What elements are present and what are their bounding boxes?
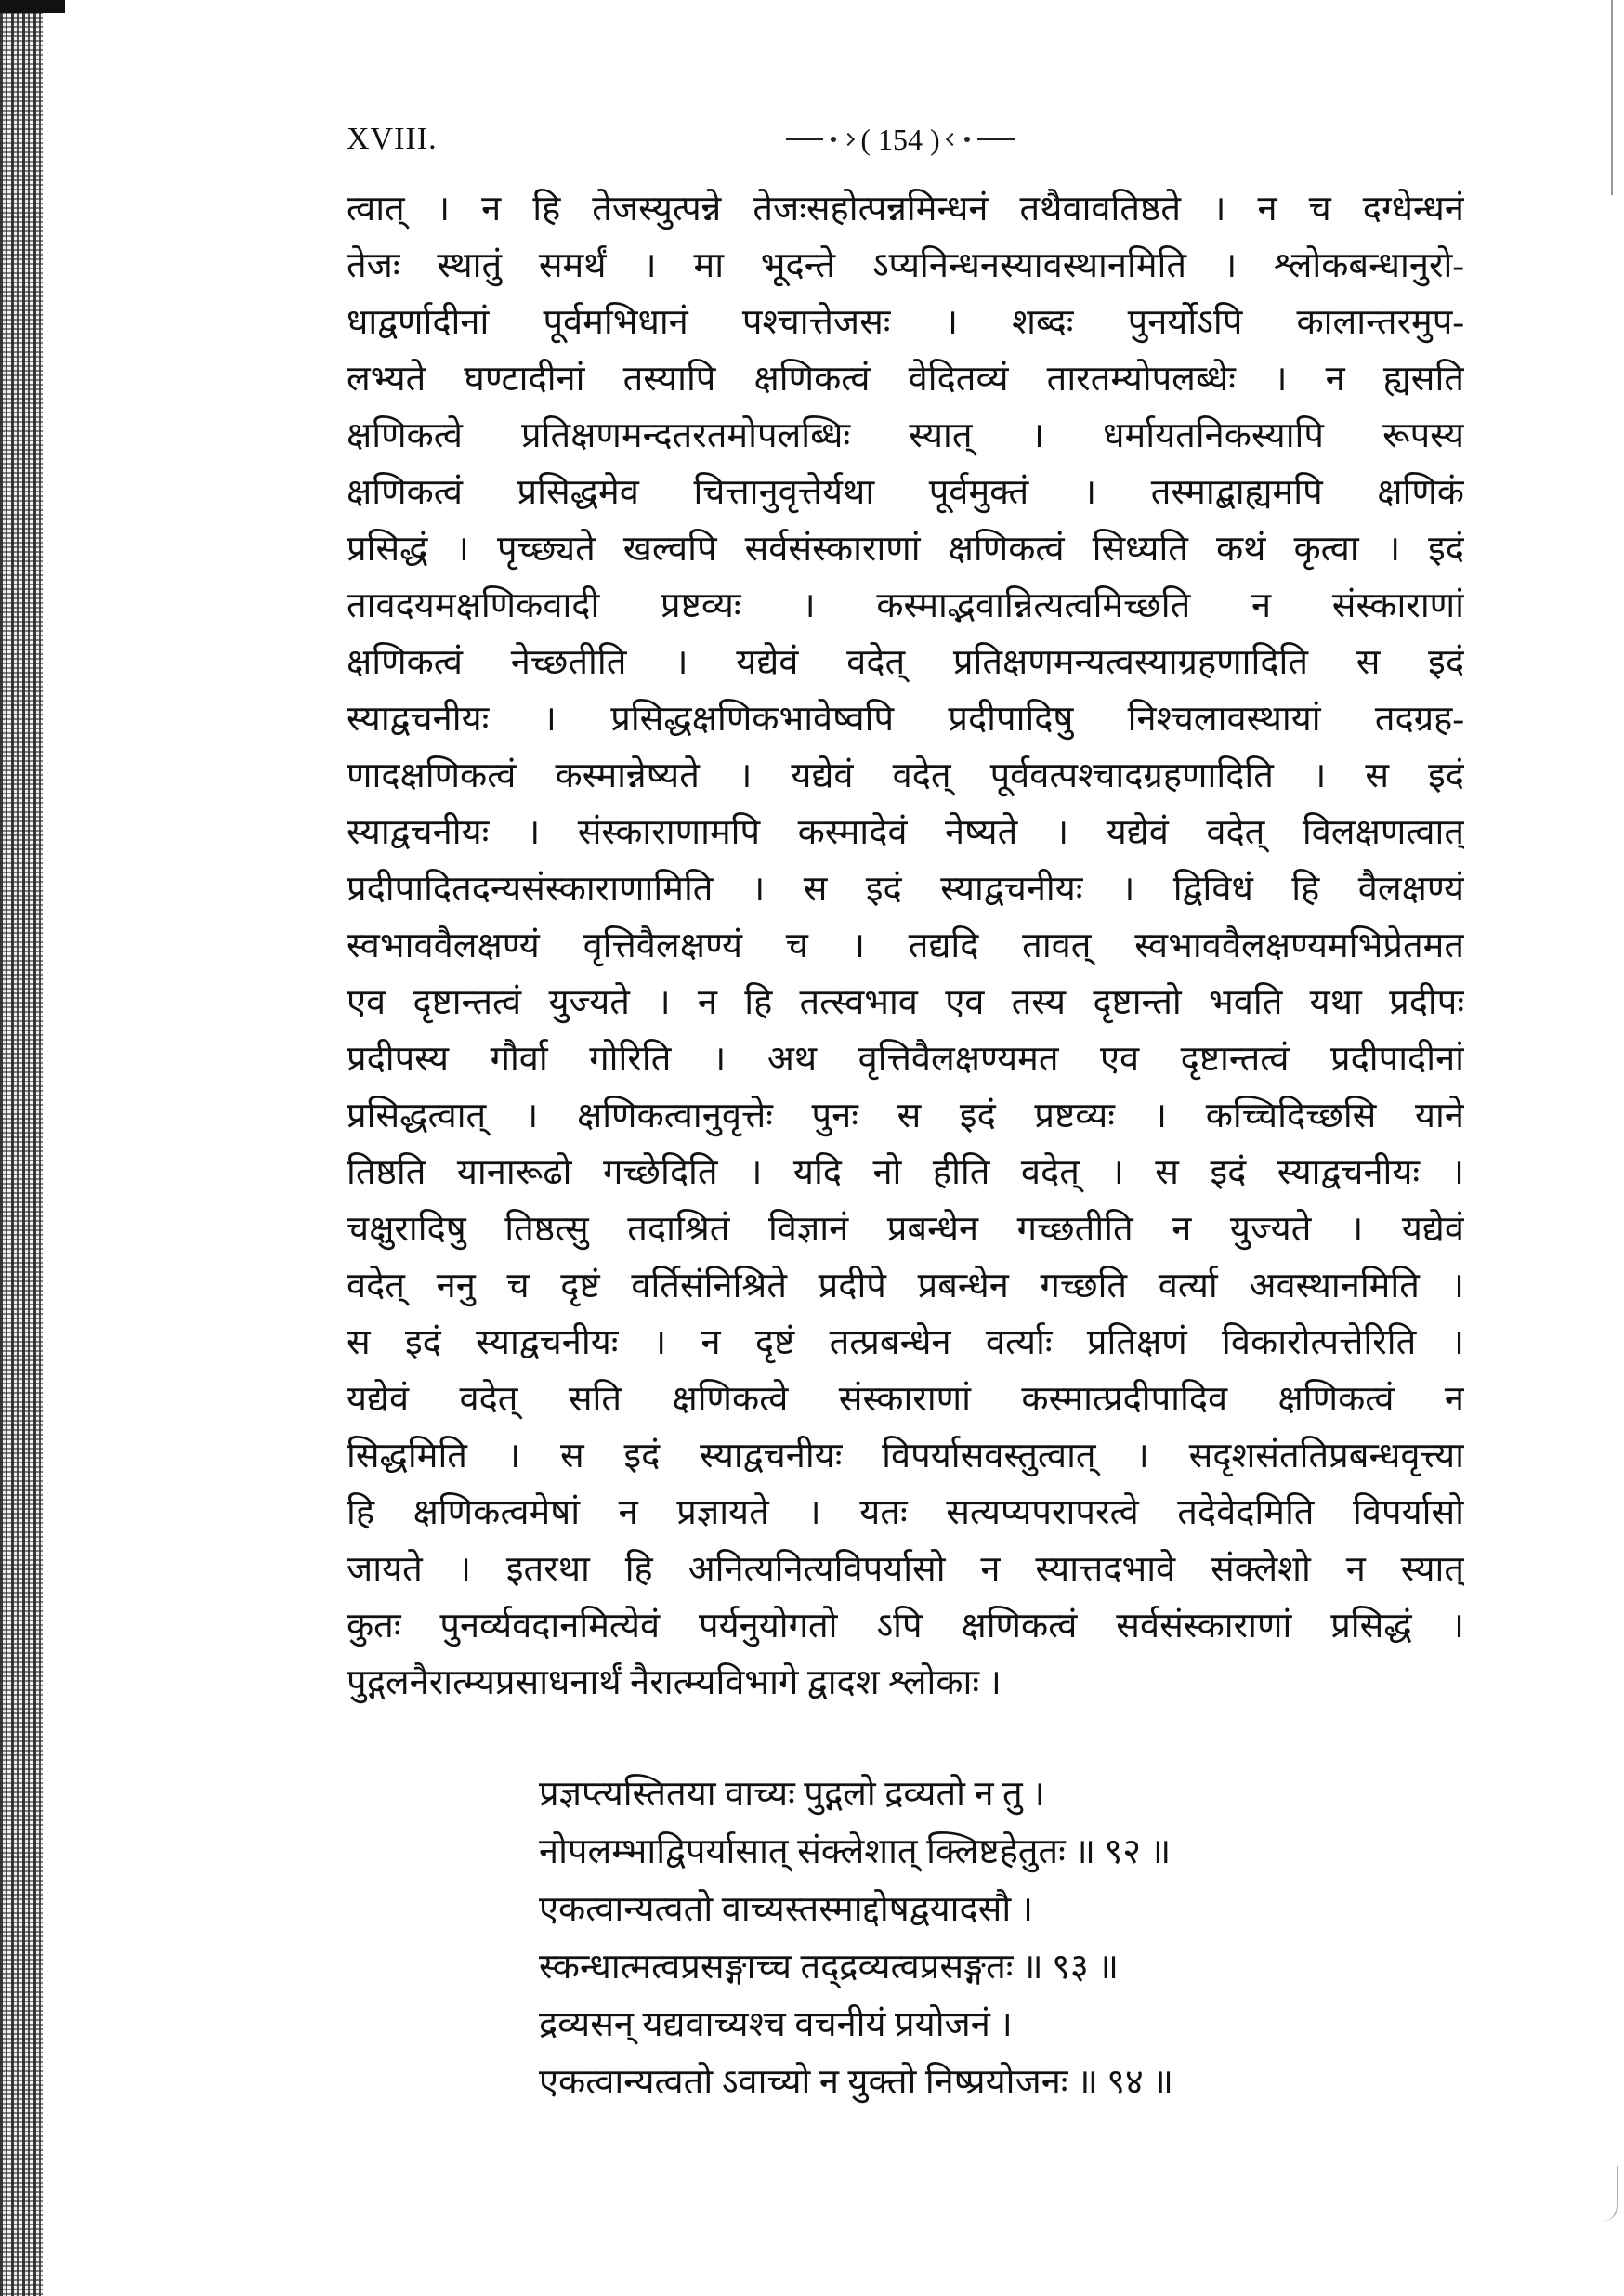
prose-line: स्याद्वचनीयः । संस्काराणामपि कस्मादेवं नेष्यते । यद्येवं वदेत् विलक्षणत्वात् bbox=[347, 813, 1464, 852]
prose-line: जायते । इतरथा हि अनित्यनित्यविपर्यासो न स्यात्तदभावे संक्लेशो न स्यात् bbox=[347, 1550, 1464, 1589]
verse-block bbox=[539, 1765, 1375, 2111]
section-number: XVIII. bbox=[347, 122, 438, 156]
prose-line: प्रसिद्धं । पृच्छ्यते खल्वपि सर्वसंस्काराणां क्षणिकत्वं सिध्यति कथं कृत्वा । इदं bbox=[347, 530, 1464, 569]
prose-line: प्रदीपस्य गौर्वा गोरिति । अथ वृत्तिवैलक्षण्यमत एव दृष्टान्तत्वं प्रदीपादीनां bbox=[347, 1040, 1464, 1079]
prose-line: क्षणिकत्वं नेच्छतीति । यद्येवं वदेत् प्रतिक्षणमन्यत्वस्याग्रहणादिति स इदं bbox=[347, 643, 1464, 682]
prose-line: तावदयमक्षणिकवादी प्रष्टव्यः । कस्माद्भवान्नित्यत्वमिच्छति न संस्काराणां bbox=[347, 586, 1464, 625]
prose-line: तेजः स्थातुं समर्थं । मा भूदन्ते ऽप्यनिन्धनस्यावस्थानमिति । श्लोकबन्धानुरो- bbox=[347, 246, 1464, 285]
prose-line: स इदं स्याद्वचनीयः । न दृष्टं तत्प्रबन्धेन वर्त्याः प्रतिक्षणं विकारोत्पत्तेरिति । bbox=[347, 1323, 1464, 1362]
page-number-block bbox=[758, 117, 1042, 162]
ornament-chevron-left bbox=[842, 133, 855, 146]
verse-line: एकत्वान्यत्वतो ऽवाच्यो न युक्तो निष्प्रयोजनः ॥ ९४ ॥ bbox=[539, 2063, 1174, 2102]
binding-edge-scan-shadow bbox=[0, 0, 43, 2296]
prose-line: त्वात् । न हि तेजस्युत्पन्ने तेजःसहोत्पन्नमिन्धनं तथैवावतिष्ठते । न च दग्धेन्धनं bbox=[347, 190, 1464, 229]
prose-line: स्याद्वचनीयः । प्रसिद्धक्षणिकभावेष्वपि प्रदीपादिषु निश्चलावस्थायां तदग्रह- bbox=[347, 700, 1464, 739]
prose-line: धाद्वर्णादीनां पूर्वमभिधानं पश्चात्तेजसः । शब्दः पुनर्योऽपि कालान्तरमुप- bbox=[347, 303, 1464, 342]
ornament-dash-right bbox=[977, 138, 1015, 140]
verse-line: एकत्वान्यत्वतो वाच्यस्तस्माद्दोषद्वयादसौ । bbox=[539, 1890, 1034, 1929]
page-number: ( 154 ) bbox=[860, 123, 940, 156]
prose-line: कुतः पुनर्व्यवदानमित्येवं पर्यनुयोगतो ऽपि क्षणिकत्वं सर्वसंस्काराणां प्रसिद्धं । bbox=[347, 1607, 1464, 1646]
prose-line: यद्येवं वदेत् सति क्षणिकत्वे संस्काराणां कस्मात्प्रदीपादिव क्षणिकत्वं न bbox=[347, 1380, 1464, 1419]
prose-line: प्रसिद्धत्वात् । क्षणिकत्वानुवृत्तेः पुनः स इदं प्रष्टव्यः । कच्चिदिच्छसि याने bbox=[347, 1096, 1464, 1135]
prose-line: सिद्धमिति । स इदं स्याद्वचनीयः विपर्यासवस्तुत्वात् । सदृशसंततिप्रबन्धवृत्त्या bbox=[347, 1437, 1464, 1476]
prose-line: स्वभाववैलक्षण्यं वृत्तिवैलक्षण्यं च । तद्यदि तावत् स्वभाववैलक्षण्यमभिप्रेतमत bbox=[347, 926, 1464, 965]
ornament-dot-right bbox=[964, 137, 970, 142]
page-header bbox=[347, 117, 1464, 162]
binding-corner-shadow bbox=[0, 0, 65, 13]
verse-line: प्रज्ञप्त्यस्तितया वाच्यः पुद्गलो द्रव्यतो न तु । bbox=[539, 1775, 1045, 1814]
ornament-chevron-right bbox=[946, 133, 959, 146]
prose-line: हि क्षणिकत्वमेषां न प्रज्ञायते । यतः सत्यप्यपरापरत्वे तदेवेदमिति विपर्यासो bbox=[347, 1493, 1464, 1532]
prose-line: चक्षुरादिषु तिष्ठत्सु तदाश्रितं विज्ञानं प्रबन्धेन गच्छतीति न युज्यते । यद्येवं bbox=[347, 1210, 1464, 1249]
prose-line: क्षणिकत्वे प्रतिक्षणमन्दतरतमोपलब्धिः स्यात् । धर्मायतनिकस्यापि रूपस्य bbox=[347, 416, 1464, 455]
verse-line: स्कन्धात्मत्वप्रसङ्गाच्च तद्द्रव्यत्वप्रसङ्गतः ॥ ९३ ॥ bbox=[539, 1948, 1119, 1987]
prose-line: क्षणिकत्वं प्रसिद्धमेव चित्तानुवृत्तेर्यथा पूर्वमुक्तं । तस्माद्बाह्यमपि क्षणिकं bbox=[347, 473, 1464, 512]
prose-line: णादक्षणिकत्वं कस्मान्नेष्यते । यद्येवं वदेत् पूर्ववत्पश्चादग्रहणादिति । स इदं bbox=[347, 756, 1464, 795]
prose-line: एव दृष्टान्तत्वं युज्यते । न हि तत्स्वभाव एव तस्य दृष्टान्तो भवति यथा प्रदीपः bbox=[347, 983, 1464, 1022]
verse-line: द्रव्यसन् यद्यवाच्यश्च वचनीयं प्रयोजनं । bbox=[539, 2005, 1013, 2044]
ornament-dot-left bbox=[831, 137, 836, 142]
prose-body bbox=[347, 181, 1464, 1712]
prose-line: वदेत् ननु च दृष्टं वर्तिसंनिश्रिते प्रदीपे प्रबन्धेन गच्छति वर्त्या अवस्थानमिति । bbox=[347, 1266, 1464, 1305]
prose-line: तिष्ठति यानारूढो गच्छेदिति । यदि नो हीति वदेत् । स इदं स्याद्वचनीयः । bbox=[347, 1153, 1464, 1192]
verse-line: नोपलम्भाद्विपर्यासात् संक्लेशात् क्लिष्टहेतुतः ॥ ९२ ॥ bbox=[539, 1832, 1172, 1871]
prose-line: लभ्यते घण्टादीनां तस्यापि क्षणिकत्वं वेदितव्यं तारतम्योपलब्धेः । न ह्यसति bbox=[347, 360, 1464, 399]
prose-line: प्रदीपादितदन्यसंस्काराणामिति । स इदं स्याद्वचनीयः । द्विविधं हि वैलक्षण्यं bbox=[347, 870, 1464, 909]
prose-line-final: पुद्गलनैरात्म्यप्रसाधनार्थं नैरात्म्यविभागे द्वादश श्लोकाः । bbox=[347, 1663, 1002, 1702]
page-corner-curl bbox=[1600, 2166, 1618, 2222]
right-page-edge bbox=[1611, 0, 1613, 195]
ornament-dash-left bbox=[786, 138, 823, 140]
